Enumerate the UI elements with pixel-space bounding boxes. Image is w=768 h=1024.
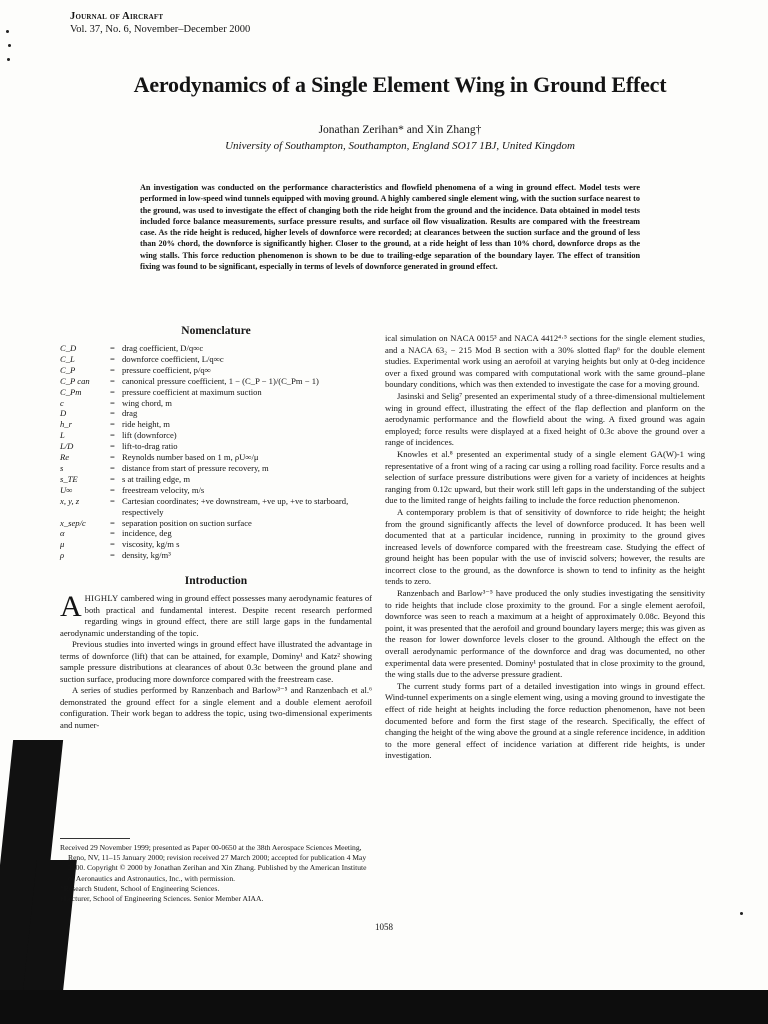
- nomenclature-definition: pressure coefficient at maximum suction: [122, 386, 262, 397]
- nomenclature-entry: [60, 539, 372, 550]
- right-column: [385, 333, 705, 762]
- footnotes: [60, 838, 370, 904]
- nomenclature-symbol: C_D: [60, 343, 77, 353]
- nomenclature-entry: [60, 365, 372, 376]
- nomenclature-definition: ride height, m: [122, 419, 170, 430]
- nomenclature-entry: [60, 408, 372, 419]
- nomenclature-definition: density, kg/m³: [122, 550, 171, 561]
- nomenclature-symbol: ρ: [60, 550, 65, 561]
- scan-speckle: [740, 912, 743, 915]
- nomenclature-symbol: D: [60, 408, 67, 419]
- equals-sign: =: [110, 375, 115, 386]
- nomenclature-entry: [60, 343, 372, 354]
- nomenclature-definition: Reynolds number based on 1 m, ρU∞/μ: [122, 452, 259, 463]
- nomenclature-entry: [60, 376, 372, 387]
- body-paragraph: A contemporary problem is that of sensitivity of downforce to ride height; the height from the ground significantly affects the level of downforce produced. It has been well documented that at a particular incidence, running in proximity to the ground gives increased levels of downforce compared with the freestream case. Studying the effect of ground height has been popular with the use of inviscid solvers; however, the results are incorrect close to the ground, as the downforce is shown to tend to infinity as the height tends to zero.: [385, 506, 705, 587]
- page-number: 1058: [375, 922, 393, 932]
- nomenclature-symbol: Re: [60, 452, 70, 463]
- footnote-author-1: *Research Student, School of Engineering Sciences.: [60, 883, 220, 893]
- nomenclature-symbol: C_P can: [60, 375, 90, 386]
- introduction-body: [60, 590, 372, 731]
- nomenclature-symbol: L/D: [60, 441, 74, 452]
- nomenclature-symbol: α: [60, 528, 65, 539]
- equals-sign: =: [110, 386, 115, 397]
- nomenclature-symbol: μ: [60, 539, 65, 550]
- body-paragraph: ical simulation on NACA 0015³ and NACA 4412⁴·⁵ sections for the single element studies, and a NACA 63₂ − 215 Mod B section with a 30% slotted flap⁶ for the double element studies. Experimental work using an aerofoil at varying heights but only at 0-deg incidence over a fixed ground was compared with computational work with the same ground–plane boundary conditions, which was then extended to investigate the case for a moving ground.: [385, 333, 705, 390]
- left-column: [60, 325, 372, 731]
- nomenclature-symbol: x, y, z: [60, 495, 80, 506]
- intro-paragraph: Previous studies into inverted wings in ground effect have illustrated the advantage in terms of downforce (lift) that can be attained, for example, Dominy¹ and Katz² showing sample pressure distributions at clearances of about 0.3c between the ground plane and suction surface, producing more downforce compared with the freestream case.: [60, 639, 372, 684]
- nomenclature-definition: pressure coefficient, p/q∞: [122, 364, 211, 375]
- nomenclature-definition: viscosity, kg/m s: [122, 539, 180, 550]
- paper-title: Aerodynamics of a Single Element Wing in Ground Effect: [133, 72, 667, 97]
- nomenclature-symbol: h_r: [60, 419, 72, 430]
- nomenclature-symbol: s: [60, 462, 64, 473]
- equals-sign: =: [110, 473, 115, 484]
- scan-speckle: [7, 58, 10, 61]
- paper-affiliation: University of Southampton, Southampton, England SO17 1BJ, United Kingdom: [225, 140, 575, 152]
- equals-sign: =: [110, 364, 115, 375]
- nomenclature-symbol: C_Pm: [60, 386, 82, 397]
- nomenclature-symbol: C_L: [60, 353, 75, 364]
- journal-name: Journal of Aircraft: [70, 11, 164, 22]
- intro-paragraph: [60, 590, 372, 639]
- nomenclature-definition: separation position on suction surface: [122, 517, 252, 528]
- nomenclature-definition: incidence, deg: [122, 528, 172, 539]
- equals-sign: =: [110, 452, 115, 463]
- nomenclature-definition: distance from start of pressure recovery, m: [122, 462, 269, 473]
- nomenclature-definition: s at trailing edge, m: [122, 473, 191, 484]
- scan-speckle: [6, 30, 9, 33]
- footnote-author-2: †Lecturer, School of Engineering Sciences. Senior Member AIAA.: [60, 894, 264, 904]
- nomenclature-entry: [60, 430, 372, 441]
- nomenclature-symbol: c: [60, 397, 64, 408]
- nomenclature-definition: downforce coefficient, L/q∞c: [122, 353, 224, 364]
- equals-sign: =: [110, 550, 115, 561]
- nomenclature-symbol: x_sep/c: [60, 517, 86, 528]
- body-paragraph: Jasinski and Selig⁷ presented an experimental study of a three-dimensional multielement wing in ground effect, illustrating the effect of the flap deflection and planform on the aerodynamic performance and the flowfield about the wing. A fixed ground was again employed; force results were displayed at a fixed height of 0.3c above the ground over a range of incidences.: [385, 390, 705, 448]
- nomenclature-definition: lift-to-drag ratio: [122, 441, 178, 452]
- equals-sign: =: [110, 430, 115, 441]
- nomenclature-entry: [60, 550, 372, 561]
- nomenclature-entry: [60, 387, 372, 398]
- drop-cap: A: [60, 590, 82, 624]
- nomenclature-entry: [60, 485, 372, 496]
- equals-sign: =: [110, 441, 115, 452]
- nomenclature-entry: [60, 518, 372, 529]
- intro-paragraph: A series of studies performed by Ranzenbach and Barlow³⁻⁵ and Ranzenbach et al.⁶ demonstrated the ground effect for a single element and a double element aerofoil configuration. Their work began to address the topic, using two-dimensional experiments and numer-: [60, 685, 372, 730]
- nomenclature-entry: [60, 398, 372, 409]
- scan-bottom-band: [0, 990, 768, 1024]
- intro-lead-word: HIGHLY: [84, 593, 119, 604]
- introduction-heading: Introduction: [184, 575, 248, 588]
- nomenclature-definition: wing chord, m: [122, 397, 172, 408]
- nomenclature-entry: [60, 419, 372, 430]
- footnote-rule: [60, 838, 130, 839]
- nomenclature-symbol: L: [60, 430, 65, 441]
- nomenclature-definition: Cartesian coordinates; +ve downstream, +ve up, +ve to starboard, respectively: [122, 495, 349, 517]
- equals-sign: =: [110, 528, 115, 539]
- equals-sign: =: [110, 408, 115, 419]
- nomenclature-entry: [60, 528, 372, 539]
- nomenclature-entry: [60, 441, 372, 452]
- nomenclature-definition: drag coefficient, D/q∞c: [122, 343, 204, 353]
- nomenclature-heading: Nomenclature: [181, 325, 251, 337]
- nomenclature-symbol: s_TE: [60, 473, 78, 484]
- equals-sign: =: [110, 343, 115, 353]
- equals-sign: =: [110, 517, 115, 528]
- nomenclature-definition: freestream velocity, m/s: [122, 484, 205, 495]
- equals-sign: =: [110, 419, 115, 430]
- nomenclature-list: [60, 343, 372, 561]
- equals-sign: =: [110, 397, 115, 408]
- intro-paragraph-text: cambered wing in ground effect possesses many aerodynamic features of both practical and fundamental interest. Despite recent research performed regarding wings in ground effect, there are still large gaps in the fundamental aerodynamic understanding of the topic.: [60, 593, 372, 638]
- equals-sign: =: [110, 353, 115, 364]
- volume-line: Vol. 37, No. 6, November–December 2000: [70, 24, 251, 35]
- nomenclature-entry: [60, 474, 372, 485]
- nomenclature-symbol: C_P: [60, 364, 76, 375]
- equals-sign: =: [110, 462, 115, 473]
- nomenclature-entry: [60, 496, 372, 518]
- abstract: An investigation was conducted on the performance characteristics and flowfield phenomena of a wing in ground effect. Model tests were performed in low-speed wind tunnels equipped with moving ground. A highly cambered single element wing, with the suction surface nearest to the ground, was used to investigate the effect of changing both the ride height from the ground and the incidence. Data obtained in model tests included force balance measurements, surface pressure results, and surface oil flow visualization. Results are compared with the freestream case. As the ride height is reduced, higher levels of downforce were recorded; at clearances between the suction surface and the ground of less than 20% chord, the downforce is significantly higher. Closer to the ground, at a ride height of less than 10% chord, downforce drops as the wing stalls. This force reduction phenomenon is shown to be due to trailing-edge separation of the boundary layer. The effect of transition fixing was found to be significant, especially in terms of levels of downforce generated in ground effect.: [140, 183, 640, 272]
- equals-sign: =: [110, 539, 115, 550]
- body-paragraph: Knowles et al.⁸ presented an experimental study of a single element GA(W)-1 wing representative of a front wing of a racing car using a rolling road facility. Force results and a selection of surface pressure distributions were given for a variety of incidences at heights ranging from 0.12c upward, but their work still left gaps in the understanding of the subject due to the limited range of heights failing to include the force reduction phenomenon.: [385, 448, 705, 506]
- body-paragraph: Ranzenbach and Barlow³⁻⁵ have produced the only studies investigating the sensitivity to ride heights that include close proximity to the ground. For a single element aerofoil, downforce was seen to reach a maximum at a height of approximately 0.08c. Beyond this point, it was presented that the aerofoil and ground boundary layers merge; this was given as the reason for lower downforce levels closer to the ground. Although the effect on the overall aerodynamic performance of the downforce and drag was documented, no other experimental data were presented. Dominy¹ postulated that in close proximity to the ground, the wing stalls due to the adverse pressure gradient.: [385, 588, 705, 680]
- equals-sign: =: [110, 495, 115, 506]
- nomenclature-entry: [60, 452, 372, 463]
- scan-speckle: [8, 44, 11, 47]
- nomenclature-symbol: U∞: [60, 484, 73, 495]
- nomenclature-definition: canonical pressure coefficient, 1 − (C_P − 1)/(C_Pm − 1): [122, 375, 319, 386]
- nomenclature-definition: drag: [122, 408, 138, 419]
- equals-sign: =: [110, 484, 115, 495]
- journal-header: [70, 10, 250, 36]
- nomenclature-entry: [60, 463, 372, 474]
- nomenclature-definition: lift (downforce): [122, 430, 177, 441]
- nomenclature-entry: [60, 354, 372, 365]
- body-paragraph: The current study forms part of a detailed investigation into wings in ground effect. Wind-tunnel experiments on a single element wing, using a moving ground to investigate the effect of ride height at heights including the force reduction phenomenon, have not been documented before and form the first stage of the research. Specifically, the effect of changing the height of the wing above the ground at a single reference incidence, in addition to the more general effect of incidence variation at different ride heights, is under investigation.: [385, 680, 705, 761]
- paper-authors: Jonathan Zerihan* and Xin Zhang†: [318, 124, 482, 136]
- footnote-received: Received 29 November 1999; presented as Paper 00-0650 at the 38th Aerospace Sciences Meeting, Reno, NV, 11–15 January 2000; revision received 27 March 2000; accepted for publication 4 May 2000. Copyright © 2000 by Jonathan Zerihan and Xin Zhang. Published by the American Institute of Aeronautics and Astronautics, Inc., with permission.: [60, 843, 367, 883]
